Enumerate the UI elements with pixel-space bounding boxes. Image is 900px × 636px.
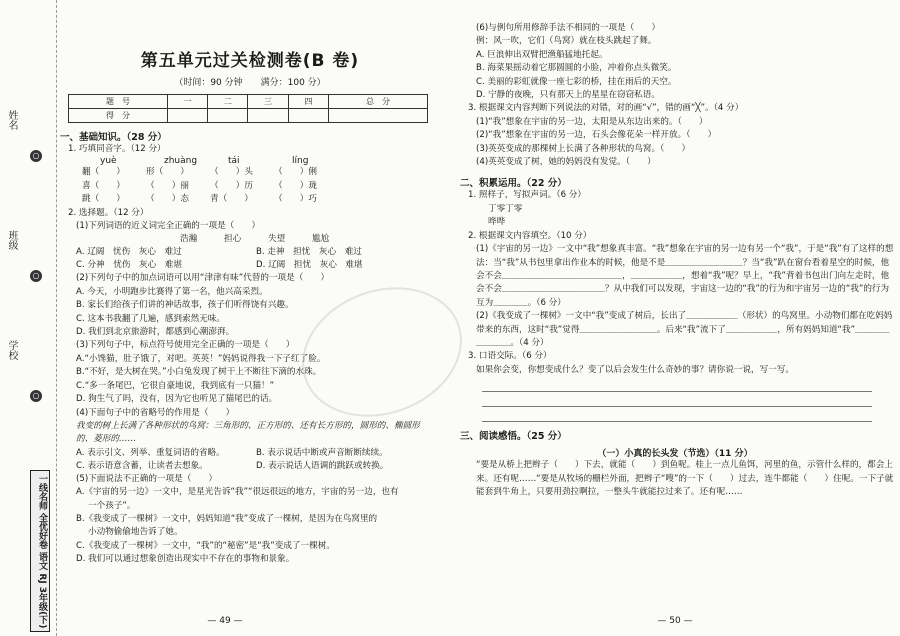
question: 3. 口语交际。（6 分） xyxy=(468,351,552,362)
question: 2. 根据课文内容填空。（10 分） xyxy=(468,230,592,241)
score-header: 一 xyxy=(167,95,207,109)
answer-line[interactable] xyxy=(482,377,872,392)
question: 2. 选择题。（12 分） xyxy=(68,207,149,218)
score-header: 二 xyxy=(208,95,248,109)
option[interactable]: D. 狗生气了吗，没有，因为它也听见了猫尾巴的话。 xyxy=(76,394,278,405)
fill-blank[interactable]: 喜（ ） xyxy=(82,180,125,191)
option[interactable]: B. 表示说话中断或声音断断续续。 xyxy=(256,447,388,458)
score-cell[interactable] xyxy=(167,109,207,123)
example: 丁零丁零 xyxy=(488,203,523,214)
fill-blank[interactable]: （ ）丽 xyxy=(146,180,189,191)
score-cell[interactable] xyxy=(208,109,248,123)
word-row xyxy=(60,233,440,246)
fill-blank[interactable]: （ ）巧 xyxy=(274,194,317,205)
option[interactable]: B.《我变成了一棵树》一文中，妈妈知道“我”变成了一棵树，是因为在鸟窝里的 xyxy=(76,513,378,524)
option[interactable]: C.《我变成了一棵树》一文中，“我”的“秘密”是“我”变成了一棵树。 xyxy=(76,540,335,551)
option[interactable]: A.“小馋猫，肚子饿了，对吧。英英！”妈妈说得我一下子红了脸。 xyxy=(76,353,326,364)
judge-item[interactable]: (1)“我”想象在宇宙的另一边，太阳是从东边出来的。（ ） xyxy=(476,116,708,127)
word: 浩瀚 xyxy=(180,234,198,245)
page-title: 第五单元过关检测卷(B 卷) xyxy=(140,51,360,71)
pinyin: zhuàng xyxy=(164,156,198,167)
fill-blank[interactable]: （ ）历 xyxy=(210,180,253,191)
binding-gutter xyxy=(0,0,57,636)
question: 1. 巧填同音字。（12 分） xyxy=(68,144,166,154)
right-content xyxy=(460,0,894,499)
fill-blank[interactable]: （ ）珑 xyxy=(274,180,317,191)
pinyin: líng xyxy=(292,156,309,167)
option[interactable]: D. 宁静的夜晚，只有那天上的星星在窃窃私语。 xyxy=(476,90,660,101)
section-heading: 二、积累运用。（22 分） xyxy=(460,178,567,190)
fill-blank[interactable]: （ ）头 xyxy=(210,167,253,178)
score-header: 三 xyxy=(248,95,288,109)
question: 1. 照样子，写拟声词。（6 分） xyxy=(468,190,586,201)
options xyxy=(60,246,440,272)
option[interactable]: A. 辽阔 忧伤 灰心 难过 xyxy=(76,247,182,258)
score-cell[interactable] xyxy=(248,109,288,123)
page-subtitle: （时间：90 分钟 满分：100 分） xyxy=(174,78,326,88)
option[interactable]: B.“不好，是大树在哭。”小白兔发现了树干上不断往下滴的水珠。 xyxy=(76,367,322,378)
question: (2)下列句子中的加点词语可以用“津津有味”代替的一项是（ ） xyxy=(76,273,330,284)
options xyxy=(60,447,440,473)
left-content xyxy=(60,0,440,567)
right-page xyxy=(450,0,900,636)
question: (6)与例句所用修辞手法不相同的一项是（ ） xyxy=(476,23,661,33)
pinyin: tái xyxy=(228,156,240,167)
score-header: 总 分 xyxy=(329,95,428,109)
option[interactable]: D. 我们可以通过想象创造出现实中不存在的事物和景象。 xyxy=(76,554,295,565)
option[interactable]: A. 巨浪伸出双臂把渔船猛地托起。 xyxy=(476,49,608,60)
school-label: 学校 xyxy=(6,340,17,360)
option-cont: 一个孩子”。 xyxy=(88,500,136,511)
score-header: 四 xyxy=(288,95,328,109)
prompt: 如果你会变，你想变成什么？变了以后会发生什么奇妙的事？请你说一说，写一写。 xyxy=(476,364,794,375)
fill-passage[interactable]: (2)《我变成了一棵树》一文中“我”变成了树后，长出了＿＿＿＿＿＿（形状）的鸟窝里。小动物们都在吃妈妈带来的东西，这时“我”觉得＿＿＿＿＿＿＿＿＿。后来“我”流下了＿＿＿＿＿＿，所有妈妈知道“我”＿＿＿＿＿＿＿＿。（4 分） xyxy=(476,311,893,348)
option-cont: 小动物偷偷地告诉了她。 xyxy=(88,527,183,538)
fill-blank[interactable]: （ ）态 xyxy=(146,194,189,205)
judge-item[interactable]: (2)“我”想象在宇宙的另一边，石头会像花朵一样开放。（ ） xyxy=(476,130,717,141)
option[interactable]: A. 今天，小明跑步比赛得了第一名，他兴高采烈。 xyxy=(76,286,268,297)
brand-strip: 一线名师 全优好卷 语文 RJ 3年级(下) xyxy=(30,470,50,632)
quoted-passage: 我变的树上长满了各种形状的鸟窝：三角形的、正方形的、还有长方形的，圆形的、椭圆形的、菱形的…… xyxy=(76,420,420,445)
fill-blank[interactable]: 跳（ ） xyxy=(82,194,125,205)
binding-hole-icon: ○ xyxy=(30,150,42,162)
pinyin: yuè xyxy=(100,156,117,167)
score-cell[interactable] xyxy=(288,109,328,123)
section-heading: 三、阅读感悟。（25 分） xyxy=(460,431,567,443)
score-cell[interactable] xyxy=(329,109,428,123)
score-label: 得 分 xyxy=(69,109,168,123)
question: 3. 根据课文内容判断下列说法的对错，对的画“√”，错的画“╳”。（4 分） xyxy=(468,103,744,114)
option[interactable]: D. 辽阔 担忧 灰心 难堪 xyxy=(256,260,363,271)
reading-passage: “要是从桥上把辫子（ ）下去，就能（ ）到鱼呢。桂上一点儿鱼饵，河里的鱼，示管什么样的，都会上来。还有呢……“要是从牧场的栅栏外面，把辫子“嗖”的一下（ ）过去，连牛都能（ ）住呢。一下子就能套到牛角上，只要用劲拉啊拉，一整头牛就能拉过来了。还有呢…… xyxy=(476,460,894,497)
option[interactable]: B. 海菜果摇动着它那圆圆的小脸，冲着你点头微笑。 xyxy=(476,63,677,74)
reading-title: （一）小真的长头发（节选）（11 分） xyxy=(597,449,753,460)
question: (1)下列词语的近义词完全正确的一项是（ ） xyxy=(76,221,261,232)
judge-item[interactable]: (4)英英变成了树，她的妈妈没有发觉。（ ） xyxy=(476,157,656,168)
name-label: 姓名 xyxy=(6,110,17,130)
fill-row[interactable] xyxy=(60,180,440,193)
page-number: — 49 — xyxy=(207,616,243,626)
option[interactable]: B. 家长们给孩子们讲的神话故事，孩子们听得饶有兴趣。 xyxy=(76,300,294,311)
answer-line[interactable] xyxy=(482,392,872,407)
example: 例：风一吹，它们（鸟窝）就在枝头跳起了舞。 xyxy=(476,36,657,47)
option[interactable]: B. 走神 担忧 灰心 难过 xyxy=(256,247,362,258)
option[interactable]: C. 这本书我翻了几遍，感到索然无味。 xyxy=(76,313,225,324)
question: (3)下列句子中，标点符号使用完全正确的一项是（ ） xyxy=(76,340,295,351)
section-heading: 一、基础知识。（28 分） xyxy=(60,132,167,143)
example: 哗哗 xyxy=(488,217,506,228)
pinyin-row xyxy=(60,156,440,166)
score-header: 题 号 xyxy=(69,95,168,109)
binding-hole-icon: ○ xyxy=(30,270,42,282)
judge-item[interactable]: (3)英英变成的那棵树上长满了各种形状的鸟窝。（ ） xyxy=(476,143,691,154)
option[interactable]: D. 表示说话人语调的跳跃或转换。 xyxy=(256,460,389,471)
fill-row[interactable] xyxy=(60,166,440,179)
fill-passage[interactable]: (1)《宇宙的另一边》一文中“我”想象真丰富。“我”想象在宇宙的另一边有另一个“我”，于是“我”有了这样的想法：当“我”从书包里拿出作业本的时候，他是不是＿＿＿＿＿＿＿＿＿？当“我”趴在窗台看着星空的时候，他会不会＿＿＿＿＿＿＿＿＿＿＿＿＿＿，＿＿＿＿＿＿，想着“我”呢？早上，“我”背着书包出门向左走时，他会不会＿＿＿＿＿＿＿＿＿＿＿＿？从中我们可以发现，宇宙这一边的“我”的行为和宇宙另一边的“我”的行为互为＿＿＿＿。（6 分） xyxy=(476,244,894,308)
option[interactable]: C. 表示语意含蓄，让读者去想象。 xyxy=(76,460,208,471)
option[interactable]: C.“多一条尾巴，它很自豪地说，我到底有一只猫！” xyxy=(76,380,275,391)
answer-line[interactable] xyxy=(482,407,872,422)
fill-blank[interactable]: 青（ ） xyxy=(210,194,253,205)
binding-hole-icon: ○ xyxy=(30,390,42,402)
class-label: 班级 xyxy=(6,230,17,250)
page-number: — 50 — xyxy=(657,616,693,626)
option[interactable]: D. 我们到北京旅游时，都感到心潮澎湃。 xyxy=(76,327,235,338)
score-table xyxy=(68,94,428,123)
fill-blank[interactable]: （ ）俐 xyxy=(274,167,317,178)
option[interactable]: A. 表示引文、列举、重复词语的省略。 xyxy=(76,447,225,458)
fill-row[interactable] xyxy=(60,193,440,206)
word: 尴尬 xyxy=(312,234,330,245)
option[interactable]: C. 美丽的彩虹就像一座七彩的桥，挂在雨后的天空。 xyxy=(476,76,677,87)
word: 担心 xyxy=(224,234,242,245)
option[interactable]: C. 分神 忧伤 灰心 难堪 xyxy=(76,260,182,271)
question: (5)下面说法不正确的一项是（ ） xyxy=(76,473,218,484)
fill-blank[interactable]: 翻（ ） xyxy=(82,167,125,178)
word: 失望 xyxy=(268,234,286,245)
option[interactable]: A.《宇宙的另一边》一文中，是星光告诉“我”“很远很远的地方，宇宙的另一边，也有 xyxy=(76,487,399,498)
question: (4)下面句子中的省略号的作用是（ ） xyxy=(76,407,235,418)
fill-blank[interactable]: 形（ ） xyxy=(146,167,189,178)
